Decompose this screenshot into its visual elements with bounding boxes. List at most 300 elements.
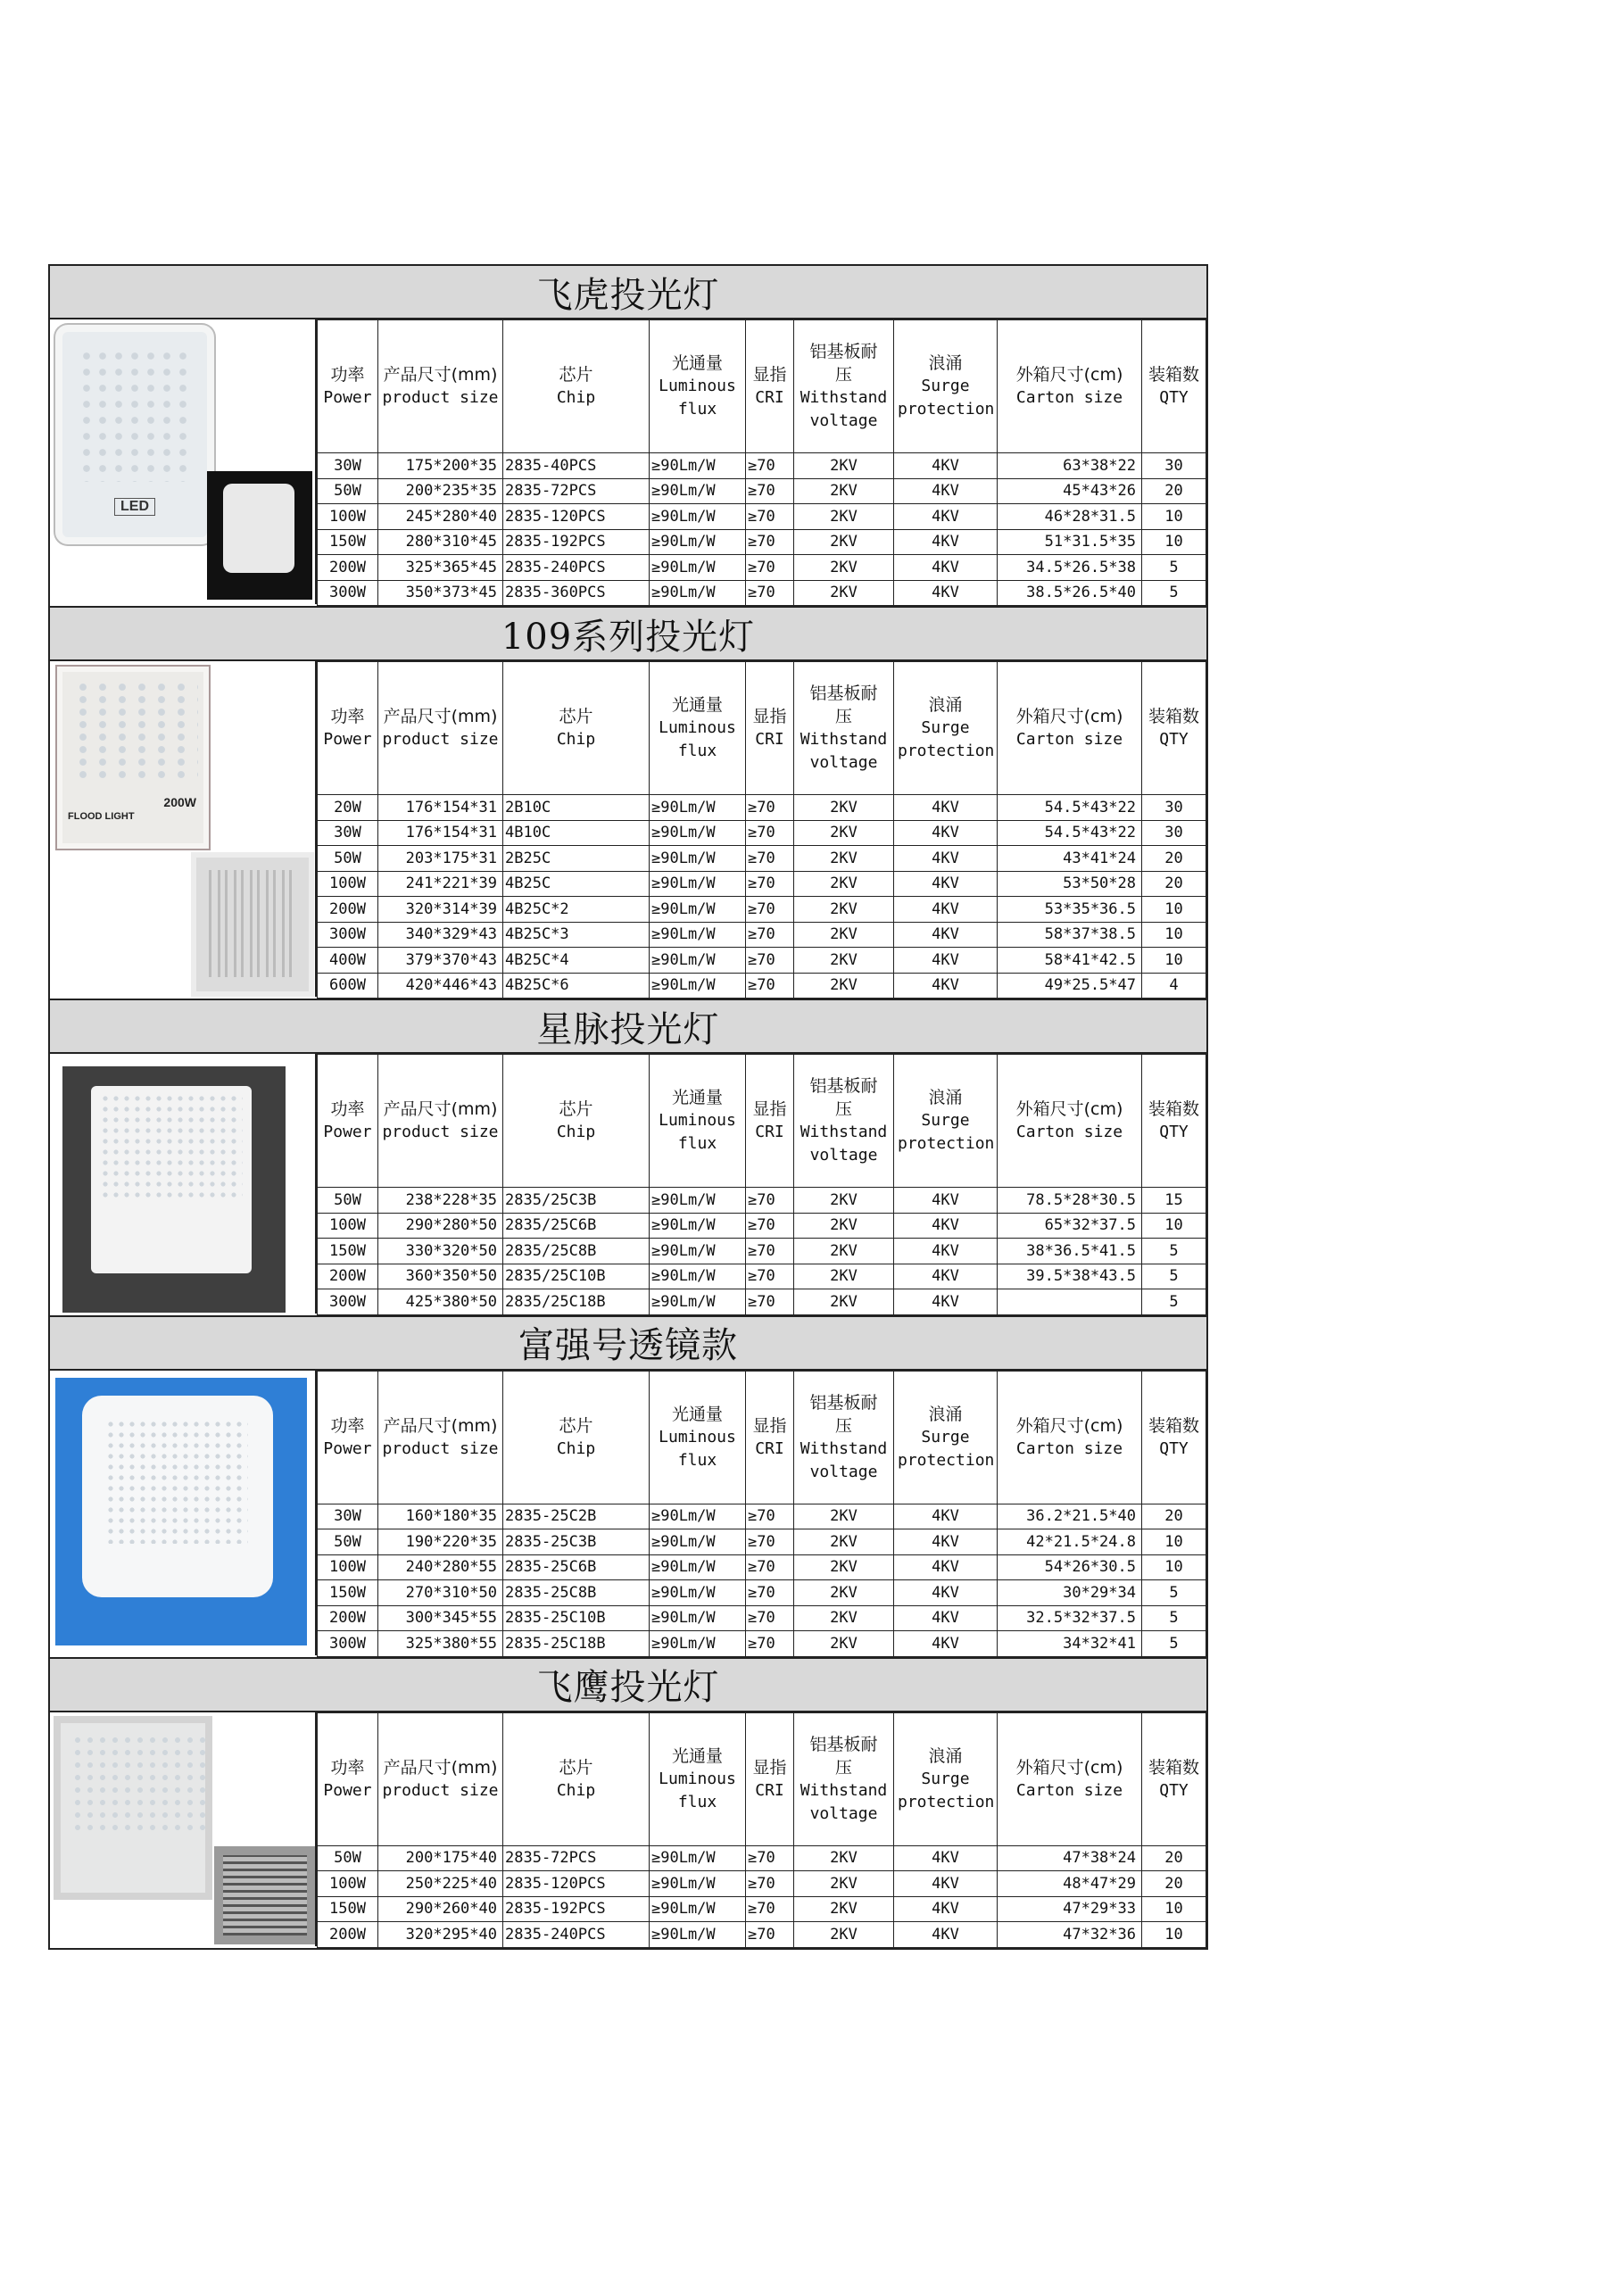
table-row xyxy=(318,453,1206,479)
led-grid xyxy=(71,1734,205,1832)
cell-cri: ≥70 xyxy=(746,948,794,974)
cell-withstand: 2KV xyxy=(794,1871,894,1897)
cell-power: 100W xyxy=(318,1213,378,1239)
table-row xyxy=(318,897,1206,923)
cell-surge: 4KV xyxy=(894,580,998,606)
cell-cri: ≥70 xyxy=(746,871,794,897)
cell-surge: 4KV xyxy=(894,897,998,923)
cell-qty: 10 xyxy=(1142,922,1206,948)
header-cri xyxy=(746,320,794,453)
product-section xyxy=(50,1000,1206,1317)
cell-power: 300W xyxy=(318,1289,378,1315)
header-line: 芯片 xyxy=(559,707,593,726)
cell-withstand: 2KV xyxy=(794,820,894,846)
header-line: 铝基板耐 xyxy=(809,1076,878,1096)
product-photo xyxy=(50,661,317,997)
cell-cri: ≥70 xyxy=(746,1845,794,1871)
cell-power: 30W xyxy=(318,453,378,479)
table-row xyxy=(318,1871,1206,1897)
spec-table xyxy=(317,1712,1206,1948)
header-line: 光通量 xyxy=(671,1745,723,1766)
header-line: QTY xyxy=(1159,388,1189,407)
header-line: 压 xyxy=(834,1099,852,1119)
table-row xyxy=(318,529,1206,555)
cell-size: 280*310*45 xyxy=(378,529,503,555)
cell-qty: 5 xyxy=(1142,1631,1206,1657)
cell-chip: 2835/25C8B xyxy=(503,1239,650,1264)
spec-table xyxy=(317,1054,1206,1315)
header-line: Chip xyxy=(556,730,596,749)
cell-surge: 4KV xyxy=(894,795,998,821)
cell-withstand: 2KV xyxy=(794,580,894,606)
table-row xyxy=(318,922,1206,948)
cell-surge: 4KV xyxy=(894,973,998,999)
cell-qty: 5 xyxy=(1142,1239,1206,1264)
header-carton xyxy=(998,1371,1142,1504)
cell-carton: 48*47*29 xyxy=(998,1871,1142,1897)
header-line: CRI xyxy=(755,730,784,749)
section-title: 飞虎投光灯 xyxy=(50,266,1206,319)
header-line: 装箱数 xyxy=(1148,1757,1199,1778)
cell-power: 100W xyxy=(318,871,378,897)
cell-qty: 5 xyxy=(1142,1289,1206,1315)
header-line: product size xyxy=(382,1780,499,1800)
cell-withstand: 2KV xyxy=(794,1239,894,1264)
header-line: Surge xyxy=(921,377,970,395)
table-row xyxy=(318,1845,1206,1871)
cell-flux: ≥90Lm/W xyxy=(650,1896,746,1922)
header-carton xyxy=(998,1055,1142,1188)
header-line: 装箱数 xyxy=(1148,1415,1199,1436)
header-chip xyxy=(503,1055,650,1188)
cell-qty: 15 xyxy=(1142,1188,1206,1214)
cell-flux: ≥90Lm/W xyxy=(650,1188,746,1214)
header-size xyxy=(378,1712,503,1845)
cell-chip: 4B25C*4 xyxy=(503,948,650,974)
header-withstand xyxy=(794,662,894,795)
header-cri xyxy=(746,1055,794,1188)
header-line: Carton size xyxy=(1015,730,1123,749)
header-surge xyxy=(894,1371,998,1504)
header-chip xyxy=(503,1371,650,1504)
cell-withstand: 2KV xyxy=(794,453,894,479)
product-photo xyxy=(50,1371,317,1655)
header-line: protection xyxy=(898,400,995,419)
cell-cri: ≥70 xyxy=(746,1631,794,1657)
cell-carton: 54.5*43*22 xyxy=(998,795,1142,821)
cell-cri: ≥70 xyxy=(746,1213,794,1239)
header-power xyxy=(318,1712,378,1845)
cell-qty: 5 xyxy=(1142,580,1206,606)
cell-carton: 46*28*31.5 xyxy=(998,504,1142,530)
cell-size: 160*180*35 xyxy=(378,1504,503,1529)
cell-qty: 5 xyxy=(1142,1580,1206,1606)
cell-surge: 4KV xyxy=(894,846,998,872)
cell-size: 176*154*31 xyxy=(378,795,503,821)
header-line: 芯片 xyxy=(559,1099,593,1119)
header-line: 芯片 xyxy=(559,1757,593,1778)
cell-chip: 4B10C xyxy=(503,820,650,846)
header-withstand xyxy=(794,1055,894,1188)
cell-power: 100W xyxy=(318,504,378,530)
header-line: Power xyxy=(323,1438,372,1458)
header-line: Power xyxy=(323,1780,372,1800)
cell-carton: 65*32*37.5 xyxy=(998,1213,1142,1239)
cell-cri: ≥70 xyxy=(746,897,794,923)
cell-qty: 30 xyxy=(1142,795,1206,821)
cell-flux: ≥90Lm/W xyxy=(650,871,746,897)
table-row xyxy=(318,1289,1206,1315)
table-row xyxy=(318,1239,1206,1264)
cell-flux: ≥90Lm/W xyxy=(650,1239,746,1264)
header-qty xyxy=(1142,662,1206,795)
cell-chip: 2835-240PCS xyxy=(503,1922,650,1948)
cell-surge: 4KV xyxy=(894,1896,998,1922)
cell-carton: 53*35*36.5 xyxy=(998,897,1142,923)
cell-size: 200*235*35 xyxy=(378,478,503,504)
header-surge xyxy=(894,1055,998,1188)
header-line: CRI xyxy=(755,1123,784,1141)
flood-light-photo xyxy=(62,1066,286,1313)
header-line: product size xyxy=(382,730,499,749)
cell-qty: 20 xyxy=(1142,1845,1206,1871)
cell-withstand: 2KV xyxy=(794,1504,894,1529)
table-row xyxy=(318,1554,1206,1580)
header-line: protection xyxy=(898,1450,995,1470)
cell-withstand: 2KV xyxy=(794,973,894,999)
cell-chip: 2835/25C18B xyxy=(503,1289,650,1315)
header-line: flux xyxy=(677,1450,717,1470)
header-line: Withstand xyxy=(800,1438,888,1458)
cell-chip: 2835-25C3B xyxy=(503,1529,650,1555)
cell-surge: 4KV xyxy=(894,1264,998,1289)
led-grid xyxy=(100,1093,243,1200)
header-flux xyxy=(650,1371,746,1504)
cell-power: 200W xyxy=(318,1605,378,1631)
cell-size: 325*365*45 xyxy=(378,555,503,581)
cell-size: 320*295*40 xyxy=(378,1922,503,1948)
cell-power: 200W xyxy=(318,555,378,581)
cell-withstand: 2KV xyxy=(794,922,894,948)
cell-qty: 5 xyxy=(1142,555,1206,581)
table-row xyxy=(318,871,1206,897)
header-flux xyxy=(650,320,746,453)
cell-chip: 2835-25C18B xyxy=(503,1631,650,1657)
header-line: 压 xyxy=(834,1757,852,1778)
header-line: 产品尺寸(mm) xyxy=(383,1415,498,1436)
section-title: 富强号透镜款 xyxy=(50,1317,1206,1371)
cell-flux: ≥90Lm/W xyxy=(650,580,746,606)
header-qty xyxy=(1142,1371,1206,1504)
cell-cri: ≥70 xyxy=(746,1922,794,1948)
header-row xyxy=(318,1055,1206,1188)
cell-power: 300W xyxy=(318,922,378,948)
header-line: 产品尺寸(mm) xyxy=(383,707,498,726)
header-line: voltage xyxy=(809,1146,878,1165)
header-line: 浪涌 xyxy=(928,1404,963,1424)
cell-size: 425*380*50 xyxy=(378,1289,503,1315)
cell-qty: 10 xyxy=(1142,1922,1206,1948)
cell-qty: 5 xyxy=(1142,1264,1206,1289)
header-line: QTY xyxy=(1159,1438,1189,1458)
header-carton xyxy=(998,1712,1142,1845)
cell-size: 238*228*35 xyxy=(378,1188,503,1214)
table-row xyxy=(318,504,1206,530)
header-line: 显指 xyxy=(752,707,787,726)
cell-flux: ≥90Lm/W xyxy=(650,1504,746,1529)
cell-cri: ≥70 xyxy=(746,504,794,530)
header-size xyxy=(378,1371,503,1504)
cell-power: 200W xyxy=(318,1264,378,1289)
cell-withstand: 2KV xyxy=(794,529,894,555)
header-line: Power xyxy=(323,1123,372,1141)
cell-surge: 4KV xyxy=(894,1605,998,1631)
header-line: protection xyxy=(898,1792,995,1811)
header-line: 外箱尺寸(cm) xyxy=(1015,1099,1123,1119)
cell-power: 50W xyxy=(318,478,378,504)
header-withstand xyxy=(794,1371,894,1504)
header-flux xyxy=(650,1712,746,1845)
header-row xyxy=(318,1371,1206,1504)
header-line: 装箱数 xyxy=(1148,707,1199,726)
flood-light-photo xyxy=(55,1378,307,1645)
cell-chip: 4B25C*3 xyxy=(503,922,650,948)
header-line: QTY xyxy=(1159,1780,1189,1800)
cell-flux: ≥90Lm/W xyxy=(650,529,746,555)
header-line: product size xyxy=(382,388,499,407)
cell-size: 250*225*40 xyxy=(378,1871,503,1897)
header-line: 浪涌 xyxy=(928,1088,963,1107)
cell-size: 290*280*50 xyxy=(378,1213,503,1239)
cell-chip: 2835-40PCS xyxy=(503,453,650,479)
cell-cri: ≥70 xyxy=(746,529,794,555)
cell-surge: 4KV xyxy=(894,948,998,974)
cell-power: 300W xyxy=(318,1631,378,1657)
cell-chip: 2835-72PCS xyxy=(503,1845,650,1871)
cell-carton: 49*25.5*47 xyxy=(998,973,1142,999)
cell-qty: 20 xyxy=(1142,1871,1206,1897)
cell-size: 360*350*50 xyxy=(378,1264,503,1289)
header-flux xyxy=(650,1055,746,1188)
cell-surge: 4KV xyxy=(894,478,998,504)
cell-qty: 5 xyxy=(1142,1605,1206,1631)
table-row xyxy=(318,1264,1206,1289)
cell-flux: ≥90Lm/W xyxy=(650,948,746,974)
cell-cri: ≥70 xyxy=(746,1896,794,1922)
header-line: QTY xyxy=(1159,1123,1189,1141)
cell-cri: ≥70 xyxy=(746,1504,794,1529)
cell-chip: 2B25C xyxy=(503,846,650,872)
cell-chip: 2835-25C10B xyxy=(503,1605,650,1631)
header-line: voltage xyxy=(809,753,878,772)
header-line: 显指 xyxy=(752,1099,787,1119)
header-line: Withstand xyxy=(800,388,888,407)
header-line: Power xyxy=(323,388,372,407)
header-line: 功率 xyxy=(330,1415,365,1436)
cell-withstand: 2KV xyxy=(794,504,894,530)
header-power xyxy=(318,1371,378,1504)
header-line: 产品尺寸(mm) xyxy=(383,1099,498,1119)
header-chip xyxy=(503,1712,650,1845)
led-grid xyxy=(73,681,198,779)
cell-qty: 10 xyxy=(1142,897,1206,923)
flood-light-front-photo xyxy=(55,325,214,544)
cell-cri: ≥70 xyxy=(746,1554,794,1580)
cell-cri: ≥70 xyxy=(746,1529,794,1555)
header-surge xyxy=(894,662,998,795)
cell-surge: 4KV xyxy=(894,1504,998,1529)
header-line: 显指 xyxy=(752,1415,787,1436)
cell-cri: ≥70 xyxy=(746,846,794,872)
cell-carton: 47*32*36 xyxy=(998,1922,1142,1948)
cell-flux: ≥90Lm/W xyxy=(650,1922,746,1948)
header-line: Luminous xyxy=(659,1769,736,1788)
cell-power: 50W xyxy=(318,1845,378,1871)
header-cri xyxy=(746,662,794,795)
cell-surge: 4KV xyxy=(894,1580,998,1606)
cell-chip: 2835-25C8B xyxy=(503,1580,650,1606)
cell-size: 350*373*45 xyxy=(378,580,503,606)
cell-withstand: 2KV xyxy=(794,948,894,974)
led-grid xyxy=(105,1419,248,1544)
header-line: QTY xyxy=(1159,730,1189,749)
header-line: 功率 xyxy=(330,1757,365,1778)
cell-cri: ≥70 xyxy=(746,555,794,581)
table-row xyxy=(318,1922,1206,1948)
cell-surge: 4KV xyxy=(894,1845,998,1871)
flood-light-back-photo xyxy=(207,471,312,600)
header-line: Carton size xyxy=(1015,1438,1123,1458)
header-line: 压 xyxy=(834,707,852,726)
cell-qty: 10 xyxy=(1142,529,1206,555)
table-row xyxy=(318,948,1206,974)
header-line: Carton size xyxy=(1015,1780,1123,1800)
cell-qty: 10 xyxy=(1142,1896,1206,1922)
spec-sheet xyxy=(48,264,1208,1950)
table-row xyxy=(318,1529,1206,1555)
cell-chip: 2835/25C10B xyxy=(503,1264,650,1289)
cell-cri: ≥70 xyxy=(746,973,794,999)
table-row xyxy=(318,1896,1206,1922)
cell-surge: 4KV xyxy=(894,555,998,581)
cell-size: 379*370*43 xyxy=(378,948,503,974)
lamp-panel xyxy=(82,1396,273,1597)
header-line: 外箱尺寸(cm) xyxy=(1015,1757,1123,1778)
cell-flux: ≥90Lm/W xyxy=(650,504,746,530)
cell-chip: 4B25C*2 xyxy=(503,897,650,923)
cell-chip: 2835-25C2B xyxy=(503,1504,650,1529)
cell-withstand: 2KV xyxy=(794,1188,894,1214)
cell-cri: ≥70 xyxy=(746,820,794,846)
cell-surge: 4KV xyxy=(894,922,998,948)
header-line: Luminous xyxy=(659,1427,736,1446)
header-line: voltage xyxy=(809,1462,878,1481)
product-section xyxy=(50,608,1206,1000)
cell-surge: 4KV xyxy=(894,504,998,530)
photo-wattage: 200W xyxy=(163,795,196,809)
cell-chip: 2835-192PCS xyxy=(503,1896,650,1922)
header-row xyxy=(318,1712,1206,1845)
cell-qty: 20 xyxy=(1142,871,1206,897)
cell-flux: ≥90Lm/W xyxy=(650,1845,746,1871)
section-title: 飞鹰投光灯 xyxy=(50,1659,1206,1712)
cell-flux: ≥90Lm/W xyxy=(650,795,746,821)
cell-carton: 78.5*28*30.5 xyxy=(998,1188,1142,1214)
header-line: protection xyxy=(898,742,995,760)
header-row xyxy=(318,662,1206,795)
cell-flux: ≥90Lm/W xyxy=(650,453,746,479)
cell-surge: 4KV xyxy=(894,1239,998,1264)
cell-flux: ≥90Lm/W xyxy=(650,1580,746,1606)
cell-qty: 10 xyxy=(1142,948,1206,974)
cell-chip: 2835-360PCS xyxy=(503,580,650,606)
header-size xyxy=(378,1055,503,1188)
header-line: Luminous xyxy=(659,1111,736,1130)
header-line: protection xyxy=(898,1134,995,1153)
header-line: 铝基板耐 xyxy=(809,1392,878,1413)
table-row xyxy=(318,820,1206,846)
cell-carton: 43*41*24 xyxy=(998,846,1142,872)
cell-power: 50W xyxy=(318,1529,378,1555)
header-line: Carton size xyxy=(1015,1123,1123,1141)
table-row xyxy=(318,1605,1206,1631)
spec-table xyxy=(317,319,1206,606)
cell-carton: 38*36.5*41.5 xyxy=(998,1239,1142,1264)
header-line: flux xyxy=(677,1792,717,1811)
cell-chip: 2835/25C6B xyxy=(503,1213,650,1239)
table-row xyxy=(318,1580,1206,1606)
cell-power: 30W xyxy=(318,820,378,846)
cell-size: 200*175*40 xyxy=(378,1845,503,1871)
cell-withstand: 2KV xyxy=(794,1845,894,1871)
cell-withstand: 2KV xyxy=(794,795,894,821)
table-row xyxy=(318,478,1206,504)
product-section xyxy=(50,1317,1206,1659)
cell-flux: ≥90Lm/W xyxy=(650,1554,746,1580)
header-cri xyxy=(746,1712,794,1845)
header-line: 压 xyxy=(834,1415,852,1436)
cell-cri: ≥70 xyxy=(746,1188,794,1214)
cell-flux: ≥90Lm/W xyxy=(650,1529,746,1555)
header-line: 外箱尺寸(cm) xyxy=(1015,1415,1123,1436)
header-line: Surge xyxy=(921,718,970,737)
header-line: 外箱尺寸(cm) xyxy=(1015,707,1123,726)
cell-size: 340*329*43 xyxy=(378,922,503,948)
cell-carton: 32.5*32*37.5 xyxy=(998,1605,1142,1631)
header-flux xyxy=(650,662,746,795)
cell-power: 400W xyxy=(318,948,378,974)
photo-label: FLOOD LIGHT xyxy=(68,811,135,822)
cell-surge: 4KV xyxy=(894,1554,998,1580)
table-row xyxy=(318,795,1206,821)
cell-withstand: 2KV xyxy=(794,871,894,897)
cell-surge: 4KV xyxy=(894,529,998,555)
cell-surge: 4KV xyxy=(894,1529,998,1555)
cell-carton: 30*29*34 xyxy=(998,1580,1142,1606)
cell-size: 330*320*50 xyxy=(378,1239,503,1264)
cell-qty: 4 xyxy=(1142,973,1206,999)
table-row xyxy=(318,1213,1206,1239)
header-row xyxy=(318,320,1206,453)
header-line: Chip xyxy=(556,1123,596,1141)
header-line: 功率 xyxy=(330,1099,365,1119)
cell-flux: ≥90Lm/W xyxy=(650,1289,746,1315)
cell-carton: 36.2*21.5*40 xyxy=(998,1504,1142,1529)
cell-chip: 2835/25C3B xyxy=(503,1188,650,1214)
cell-size: 176*154*31 xyxy=(378,820,503,846)
header-line: 装箱数 xyxy=(1148,1099,1199,1119)
header-size xyxy=(378,662,503,795)
